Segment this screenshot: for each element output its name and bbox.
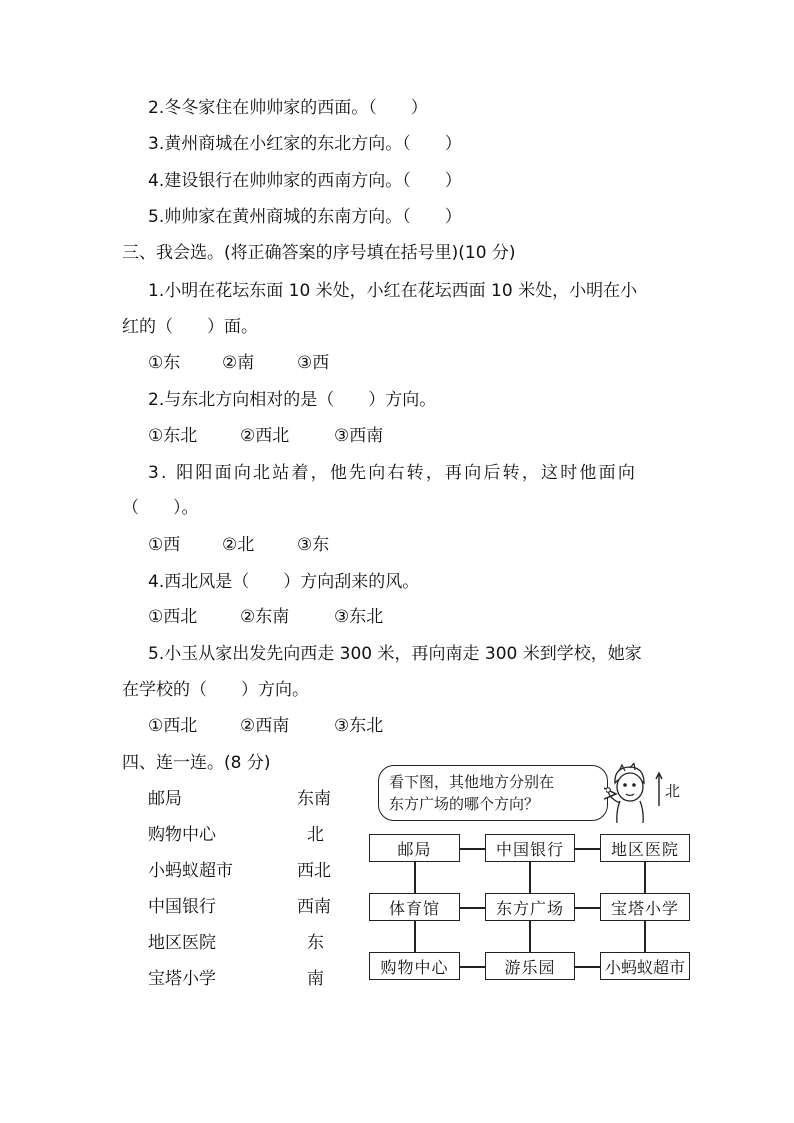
map-box-district-hospital: 地区医院	[600, 834, 690, 862]
q4-line1: 4.西北风是（ ）方向刮来的风。	[148, 572, 420, 592]
q5-option-c: ③东北	[334, 716, 384, 736]
map-connector	[644, 921, 646, 952]
map-box-ant-supermarket: 小蚂蚁超市	[600, 952, 690, 980]
map-box-east-square: 东方广场	[485, 893, 575, 921]
map-box-shopping-center: 购物中心	[369, 952, 460, 980]
map-connector	[414, 862, 416, 893]
left-item-1[interactable]: 邮局	[148, 789, 182, 809]
judgement-item-4: 4.建设银行在帅帅家的西南方向。（ ）	[148, 171, 462, 191]
left-item-6[interactable]: 宝塔小学	[148, 969, 216, 989]
left-item-3[interactable]: 小蚂蚁超市	[148, 861, 233, 881]
q3-option-c: ③东	[297, 535, 330, 555]
right-item-1[interactable]: 东南	[297, 789, 331, 809]
map-connector	[644, 862, 646, 893]
map-connector	[575, 907, 600, 909]
map-connector	[529, 921, 531, 952]
judgement-item-2: 2.冬冬家住在帅帅家的西面。（ ）	[148, 98, 428, 118]
q4-option-a: ①西北	[148, 607, 198, 627]
map-box-post-office: 邮局	[369, 834, 460, 862]
map-connector	[414, 921, 416, 952]
q3-option-b: ②北	[222, 535, 255, 555]
map-connector	[460, 848, 485, 850]
north-label: 北	[665, 782, 681, 800]
map-box-gymnasium: 体育馆	[369, 893, 460, 921]
map-connector	[460, 966, 485, 968]
section3-heading: 三、我会选。(将正确答案的序号填在括号里)(10 分)	[122, 243, 516, 263]
q2-option-b: ②西北	[240, 426, 290, 446]
q5-option-b: ②西南	[240, 716, 290, 736]
left-item-2[interactable]: 购物中心	[148, 825, 216, 845]
q5-line2: 在学校的（ ）方向。	[122, 680, 309, 700]
q5-option-a: ①西北	[148, 716, 198, 736]
q2-option-c: ③西南	[334, 426, 384, 446]
map-box-pagoda-school: 宝塔小学	[600, 893, 690, 921]
q3-line2: （ ）。	[122, 498, 199, 518]
q4-option-c: ③东北	[334, 607, 384, 627]
right-item-2[interactable]: 北	[307, 825, 324, 845]
map-box-bank-of-china: 中国银行	[485, 834, 575, 862]
q2-line1: 2.与东北方向相对的是（ ）方向。	[148, 390, 437, 410]
q1-line1: 1.小明在花坛东面 10 米处，小红在花坛西面 10 米处，小明在小	[148, 281, 638, 301]
left-item-5[interactable]: 地区医院	[148, 933, 216, 953]
q1-option-a: ①东	[148, 353, 181, 373]
q2-option-a: ①东北	[148, 426, 198, 446]
judgement-item-5: 5.帅帅家在黄州商城的东南方向。（ ）	[148, 207, 462, 227]
map-connector	[529, 862, 531, 893]
north-arrow-icon	[655, 772, 663, 806]
map-connector	[575, 848, 600, 850]
right-item-4[interactable]: 西南	[297, 897, 331, 917]
q1-line2: 红的（ ）面。	[122, 317, 258, 337]
q1-option-c: ③西	[297, 353, 330, 373]
section4-heading: 四、连一连。(8 分)	[122, 753, 271, 773]
left-item-4[interactable]: 中国银行	[148, 897, 216, 917]
q3-line1: 3. 阳阳面向北站着，他先向右转，再向后转，这时他面向	[148, 463, 638, 483]
speech-bubble	[378, 765, 608, 821]
q5-line1: 5.小玉从家出发先向西走 300 米，再向南走 300 米到学校，她家	[148, 644, 642, 664]
right-item-5[interactable]: 东	[307, 933, 324, 953]
q1-option-b: ②南	[222, 353, 255, 373]
map-connector	[460, 907, 485, 909]
judgement-item-3: 3.黄州商城在小红家的东北方向。（ ）	[148, 134, 462, 154]
q4-option-b: ②东南	[240, 607, 290, 627]
bubble-line-1: 看下图，其他地方分别在	[389, 773, 555, 791]
right-item-6[interactable]: 南	[307, 969, 324, 989]
q3-option-a: ①西	[148, 535, 181, 555]
map-connector	[575, 966, 600, 968]
boy-illustration-icon	[606, 763, 652, 825]
map-box-amusement-park: 游乐园	[485, 952, 575, 980]
north-indicator	[655, 772, 695, 808]
bubble-line-2: 东方广场的哪个方向？	[389, 795, 540, 813]
right-item-3[interactable]: 西北	[297, 861, 331, 881]
